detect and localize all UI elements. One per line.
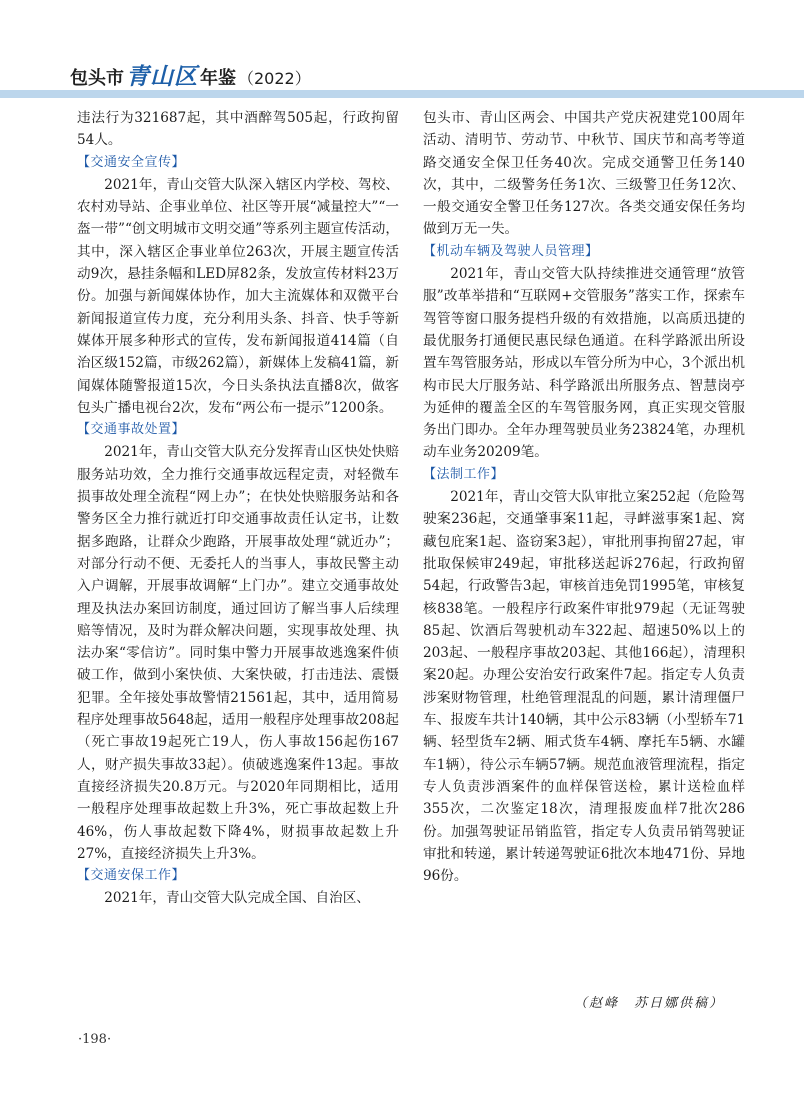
section-heading-accident-handling: 【交通事故处置】: [77, 422, 186, 438]
right-paragraph-1: 2021年，青山交管大队持续推进交通管理“放管服”改革举措和“互联网+交管服务”落实工作，探索车驾管等窗口服务提档升级的有效措施，以高质迅捷的最优服务打通便民惠民绿色通道。在科学路派出所设置车驾管服务站，形成以车管分所为中心，3个派出机构市民大厅服务站、科学路派出所服务点、智慧岗亭为延伸的覆盖全区的车驾管服务网，真正实现交管服务出门即办。全年办理驾驶员业务23824笔，办理机动车业务20209笔。: [423, 266, 745, 461]
title-calligraphy: 青山区: [126, 63, 198, 90]
article-credit: （赵峰 苏日娜供稿）: [573, 996, 724, 1011]
title-suffix: 年鉴: [200, 68, 236, 89]
title-year: （2022）: [238, 69, 311, 88]
left-paragraph-1: 2021年，青山交管大队深入辖区内学校、驾校、农村劝导站、企事业单位、社区等开展“减量控大”“一盔一带”“创文明城市文明交通”等系列主题宣传活动，其中，深入辖区企事业单位263次，开展主题宣传活动9次，悬挂条幅和LED屏82条，发放宣传材料23万份。加强与新闻媒体协作，加大主流媒体和双微平台新闻报道宣传力度，充分利用头条、抖音、快手等新媒体开展多种形式的宣传，发布新闻报道414篇（自治区级152篇，市级262篇），新媒体上发稿41篇，新闻媒体随警报道15次，今日头条执法直播8次，做客包头广播电视台2次，发布“两公布一提示”1200条。: [77, 176, 399, 416]
left-paragraph-3: 2021年，青山交管大队完成全国、自治区、: [104, 890, 370, 907]
page-number: ·198·: [78, 1032, 112, 1047]
section-heading-traffic-security: 【交通安保工作】: [77, 868, 186, 884]
right-column: [423, 107, 745, 887]
left-paragraph-2: 2021年，青山交管大队充分发挥青山区快处快赔服务站功效，全力推行交通事故远程定责，对轻微车损事故处理全流程“网上办”；在快处快赔服务站和各警务区全力推行就近打印交通事故责任认定书，让数据多跑路，让群众少跑路，开展事故处理“就近办”；对部分行动不便、无委托人的当事人，事故民警主动入户调解，开展事故调解“上门办”。建立交通事故处理及执法办案回访制度，通过回访了解当事人后续理赔等情况，及时为群众解决问题，实现事故处理、执法办案“零信访”。同时集中警力开展事故逃逸案件侦破工作，做到小案快侦、大案快破，打击违法、震慑犯罪。全年接处事故警情21561起，其中，适用简易程序处理事故5648起，适用一般程序处理事故208起（死亡事故19起死亡19人，伤人事故156起伤167人，财产损失事故33起）。侦破逃逸案件13起。事故直接经济损失20.8万元。与2020年同期相比，适用一般程序处理事故起数上升3%，死亡事故起数上升46%，伤人事故起数下降4%，财损事故起数上升27%，直接经济损失上升3%。: [77, 444, 399, 862]
title-prefix: 包头市: [70, 68, 124, 89]
right-paragraph-2: 2021年，青山交管大队审批立案252起（危险驾驶案236起，交通肇事案11起，寻衅滋事案1起、窝藏包庇案1起、盗窃案3起），审批刑事拘留27起，审批取保候审249起，审批移送起诉276起，行政拘留54起，行政警告3起，审核首违免罚1995笔，审核复核838笔。一般程序行政案件审批979起（无证驾驶85起、饮酒后驾驶机动车322起、超速50%以上的203起、一般程序事故203起、其他166起），清理积案20起。办理公安治安行政案件7起。指定专人负责涉案财物管理，杜绝管理混乱的问题，累计清理僵尸车、报废车共计140辆，其中公示83辆（小型轿车71辆、轻型货车2辆、厢式货车4辆、摩托车5辆、水罐车1辆），待公示车辆57辆。规范血液管理流程，指定专人负责涉酒案件的血样保管送检，累计送检血样355次，二次鉴定18次，清理报废血样7批次286份。加强驾驶证吊销监管，指定专人负责吊销驾驶证审批和转递，累计转递驾驶证6批次本地471份、异地96份。: [423, 489, 745, 885]
left-paragraph-0: 违法行为321687起，其中酒醉驾505起，行政拘留54人。: [77, 110, 399, 149]
header-band: [0, 90, 804, 98]
section-heading-legal-work: 【法制工作】: [423, 466, 505, 482]
section-heading-vehicle-driver-management: 【机动车辆及驾驶人员管理】: [423, 243, 599, 259]
left-column: [77, 107, 399, 910]
section-heading-traffic-safety-publicity: 【交通安全宣传】: [77, 154, 186, 170]
yearbook-title: [70, 58, 311, 91]
right-paragraph-0: 包头市、青山区两会、中国共产党庆祝建党100周年活动、清明节、劳动节、中秋节、国庆节和高考等道路交通安全保卫任务40次。完成交通警卫任务140次，其中，二级警务任务1次、三级警卫任务12次、一般交通安全警卫任务127次。各类交通安保任务均做到万无一失。: [423, 110, 745, 238]
